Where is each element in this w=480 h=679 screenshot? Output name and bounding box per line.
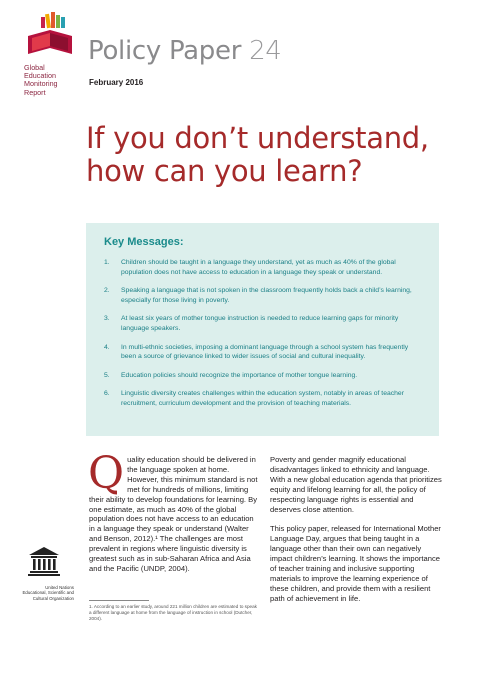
key-message-item (104, 371, 421, 381)
key-message-number: 5. (104, 371, 110, 379)
key-message-number: 2. (104, 287, 110, 295)
key-message-item (104, 389, 421, 408)
body-paragraph (88, 448, 261, 574)
gem-report-logo (24, 10, 76, 62)
body-column-right (270, 455, 442, 614)
report-name-line: Report (24, 87, 46, 97)
series-title (88, 36, 282, 66)
unesco-label-line: Cultural Organization (32, 595, 74, 601)
key-message-number: 4. (104, 343, 110, 351)
key-message-number: 3. (104, 315, 110, 323)
key-message-item (104, 314, 421, 333)
publication-date: February 2016 (89, 78, 144, 87)
report-name (24, 64, 58, 97)
key-message-number: 1. (104, 259, 110, 266)
key-message-text: At least six years of mother tongue instruction is needed to reduce learning gaps for minority language speakers. (121, 315, 399, 332)
unesco-label-line: Educational, Scientific and (22, 590, 74, 596)
key-message-text: Linguistic diversity creates challenges within the education system, notably in areas of teacher recruitment, curriculum development and the provision of teaching materials. (121, 390, 404, 407)
key-messages-box (86, 223, 439, 436)
key-message-number: 6. (104, 390, 110, 398)
footnote-divider (89, 600, 149, 601)
key-message-text: Speaking a language that is not spoken in the classroom frequently holds back a child’s learning, especially for those living in poverty. (121, 287, 412, 304)
footnote: 1. According to an earlier study, around 221 million children are estimated to speak a different language at home from the language of instruction in school (Dutcher, 2004). (89, 604, 257, 621)
report-name-line: Global (24, 63, 45, 72)
key-message-text: In multi-ethnic societies, imposing a dominant language through a school system has frequently been a source of grievance linked to wider issues of social and cultural inequality. (121, 343, 409, 361)
body-paragraph: Poverty and gender magnify educational disadvantages linked to ethnicity and language. With a new global education agenda that prioritizes equity and lifelong learning for all, the policy of respecting language rights is essential and deserves close attention. (270, 455, 442, 514)
headline-line: If you don’t understand, (86, 121, 429, 155)
series-number: 24 (249, 36, 282, 66)
report-name-line: Education (24, 71, 56, 81)
body-paragraph-text: uality education should be delivered in the language spoken at home. However, this minimum standard is not met for hundreds of millions, limiting their ability to develop foundations for learning. By one estimate, as much as 40% of the global population does not have access to an education in a language they speak or understand (Walter and Benson, 2012).¹ The challenges are most prevalent in regions where linguistic diversity is greatest such as in sub-Saharan Africa and Asia and the Pacific (UNDP, 2004). (89, 455, 258, 573)
headline-line: how can you learn? (86, 154, 363, 188)
report-name-line: Monitoring (24, 79, 58, 89)
body-paragraph: This policy paper, released for International Mother Language Day, argues that being taught in a language other than their own can negatively impact children’s learning. It shows the importance of teacher training and inclusive supporting materials to improve the learning experience of these children, and provide them with a resilient path of achievement in life. (270, 524, 441, 603)
key-message-item (104, 343, 421, 362)
key-messages-title: Key Messages: (104, 236, 184, 248)
drop-cap: Q (88, 448, 125, 499)
key-message-item (104, 258, 421, 277)
unesco-label-line: United Nations (45, 585, 74, 590)
page-headline (86, 122, 456, 188)
key-messages-list (104, 258, 421, 409)
key-message-text: Education policies should recognize the importance of mother tongue learning. (121, 371, 358, 379)
body-column-left (88, 448, 261, 584)
unesco-temple-icon (28, 546, 60, 576)
key-message-item (104, 286, 421, 305)
key-message-text: Children should be taught in a language they understand, yet as much as 40% of the global population does not have access to education in a language they speak or understand. (121, 259, 396, 276)
series-title-text: Policy Paper (88, 36, 242, 66)
unesco-label (14, 585, 74, 601)
